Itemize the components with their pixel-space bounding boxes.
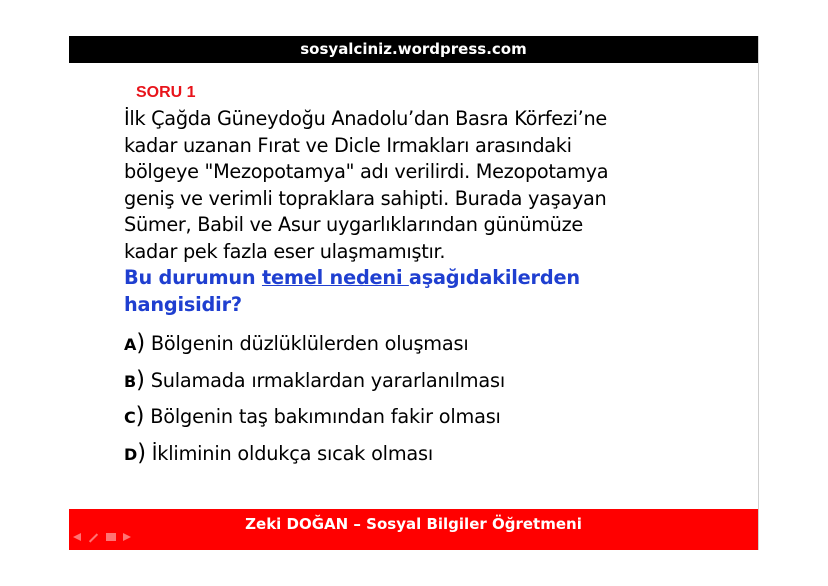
question-line: kadar pek fazla eser ulaşmamıştır. — [124, 239, 446, 263]
option-a[interactable] — [124, 326, 749, 363]
option-letter: D — [124, 444, 138, 464]
next-icon[interactable] — [123, 533, 131, 541]
option-text: Bölgenin düzlüklülerden oluşması — [144, 332, 469, 355]
option-paren: ) — [137, 439, 146, 466]
question-label: SORU 1 — [136, 84, 196, 101]
option-paren: ) — [135, 403, 145, 429]
question-line: İlk Çağda Güneydoğu Anadolu’dan Basra Körfezi’ne — [124, 107, 607, 130]
prompt-line-2: hangisidir? — [124, 292, 242, 316]
question-line: Sümer, Babil ve Asur uygarlıklarından günümüze — [124, 213, 583, 236]
prompt-start: Bu durumun — [124, 266, 262, 289]
answer-options — [124, 326, 749, 472]
question-text — [124, 106, 749, 265]
option-letter: A — [124, 335, 137, 354]
option-text: Bölgenin taş bakımından fakir olması — [144, 405, 501, 428]
previous-icon[interactable] — [73, 533, 81, 541]
option-letter: B — [124, 371, 136, 391]
footer-bar — [69, 509, 758, 550]
prompt-emphasis: temel nedeni — [261, 266, 409, 289]
option-paren: ) — [136, 330, 145, 356]
site-name: sosyalciniz.wordpress.com — [300, 40, 527, 58]
question-line: bölgeye "Mezopotamya" adı verilirdi. Mezopotamya — [124, 160, 609, 183]
option-d[interactable] — [124, 436, 749, 473]
pen-icon[interactable] — [89, 533, 98, 542]
option-b[interactable] — [124, 363, 749, 400]
slide — [69, 36, 759, 550]
slide-nav-controls — [73, 533, 131, 541]
prompt-end: aşağıdakilerden — [408, 266, 580, 289]
question-line: geniş ve verimli topraklara sahipti. Burada yaşayan — [124, 186, 607, 210]
option-text: İkliminin oldukça sıcak olması — [145, 441, 434, 465]
menu-icon[interactable] — [106, 533, 116, 541]
option-c[interactable] — [124, 399, 749, 436]
option-paren: ) — [136, 366, 145, 393]
question-body — [124, 106, 749, 472]
footer-text: Zeki DOĞAN – Sosyal Bilgiler Öğretmeni — [245, 515, 582, 533]
option-text: Sulamada ırmaklardan yararlanılması — [144, 368, 505, 392]
question-line: kadar uzanan Fırat ve Dicle Irmakları arasındaki — [124, 133, 572, 157]
option-letter: C — [124, 408, 136, 427]
header-bar — [69, 36, 758, 63]
question-prompt — [124, 265, 749, 318]
